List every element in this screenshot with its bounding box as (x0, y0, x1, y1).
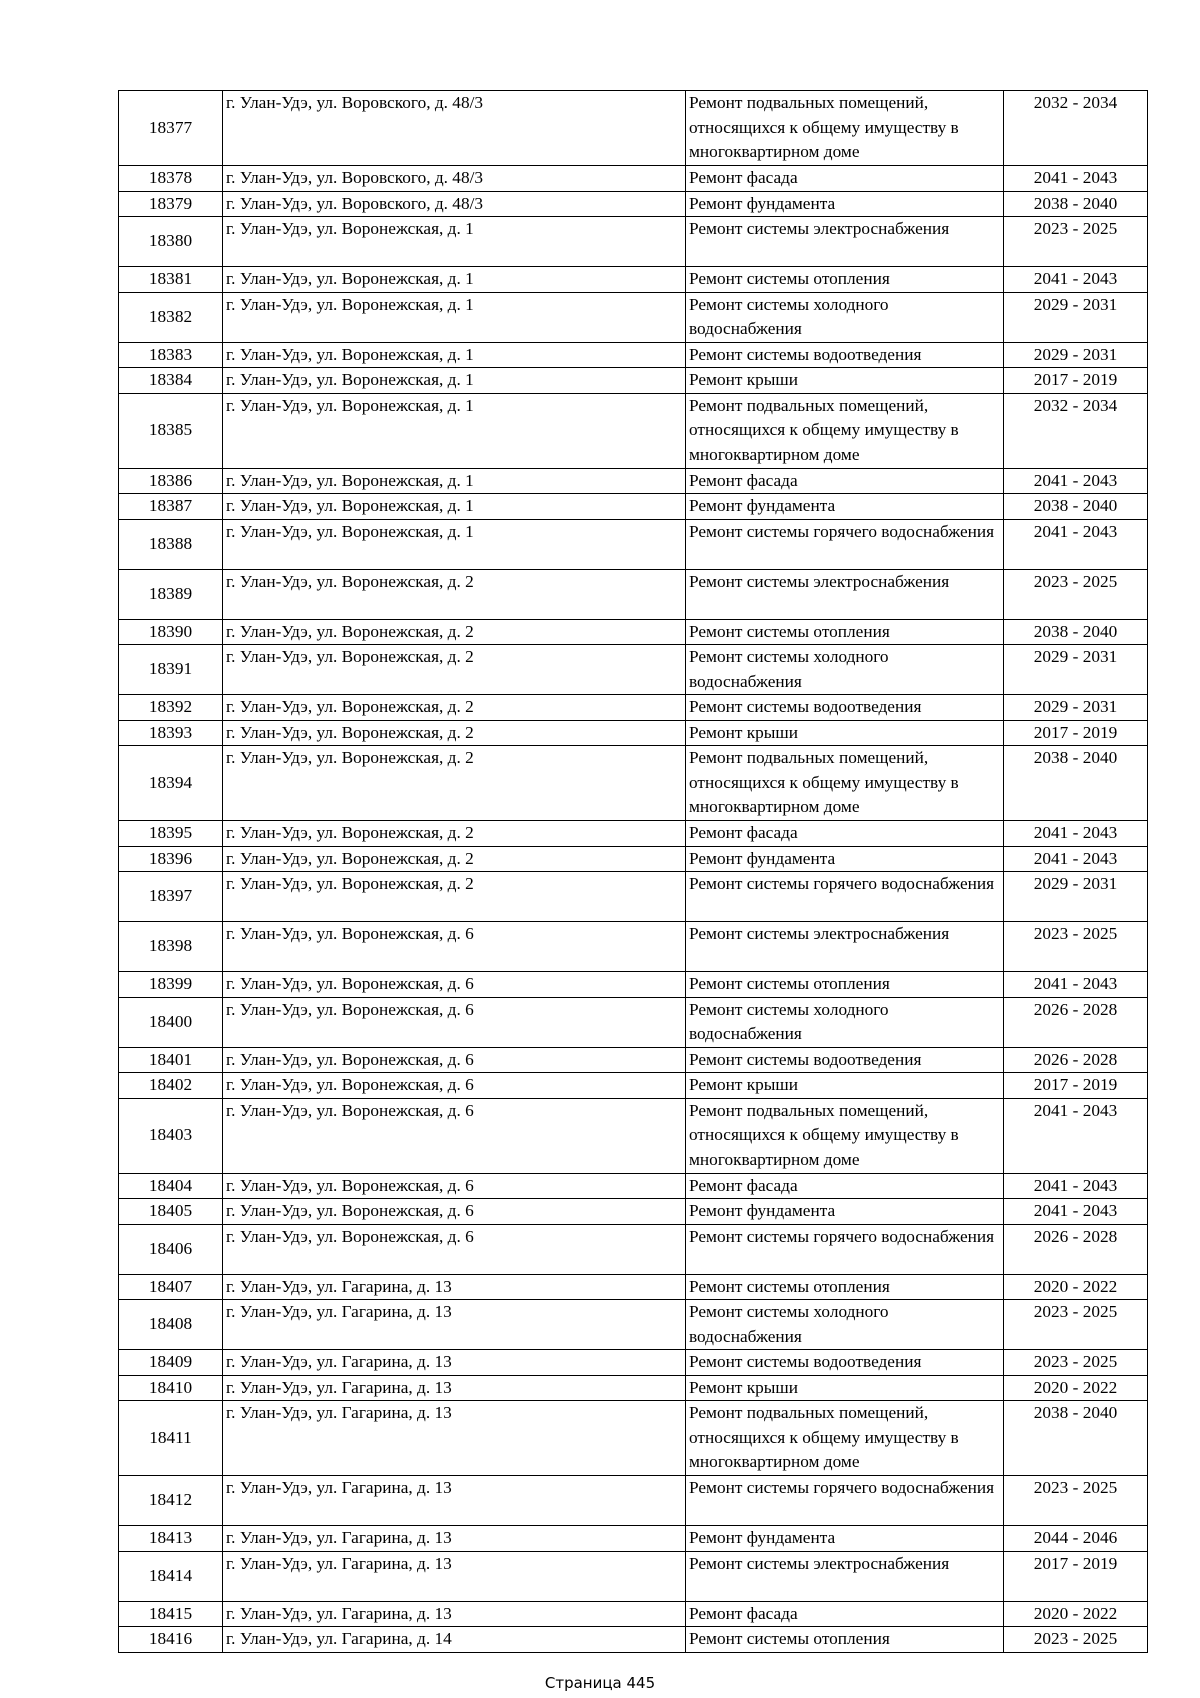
row-number-cell: 18406 (119, 1224, 223, 1274)
period-cell: 2017 - 2019 (1004, 720, 1148, 746)
address-cell: г. Улан-Удэ, ул. Воронежская, д. 1 (223, 217, 686, 267)
table-row (119, 1401, 1148, 1476)
table-row (119, 519, 1148, 569)
table-row (119, 1551, 1148, 1601)
works-table-body (119, 91, 1148, 1653)
work-type-cell: Ремонт системы отопления (686, 1274, 1004, 1300)
row-number-cell: 18384 (119, 368, 223, 394)
table-row (119, 1173, 1148, 1199)
period-cell: 2026 - 2028 (1004, 997, 1148, 1047)
period-cell: 2023 - 2025 (1004, 1627, 1148, 1653)
table-row (119, 393, 1148, 468)
work-type-cell: Ремонт фундамента (686, 1526, 1004, 1552)
row-number-cell: 18408 (119, 1300, 223, 1350)
period-cell: 2020 - 2022 (1004, 1274, 1148, 1300)
row-number-cell: 18380 (119, 217, 223, 267)
period-cell: 2029 - 2031 (1004, 292, 1148, 342)
work-type-cell: Ремонт системы водоотведения (686, 1350, 1004, 1376)
table-row (119, 1073, 1148, 1099)
table-row (119, 1300, 1148, 1350)
period-cell: 2041 - 2043 (1004, 821, 1148, 847)
table-row (119, 1526, 1148, 1552)
table-row (119, 368, 1148, 394)
row-number-cell: 18379 (119, 191, 223, 217)
table-row (119, 619, 1148, 645)
address-cell: г. Улан-Удэ, ул. Воронежская, д. 6 (223, 1173, 686, 1199)
work-type-cell: Ремонт крыши (686, 1073, 1004, 1099)
row-number-cell: 18415 (119, 1601, 223, 1627)
period-cell: 2023 - 2025 (1004, 1476, 1148, 1526)
row-number-cell: 18403 (119, 1098, 223, 1173)
table-row (119, 997, 1148, 1047)
table-row (119, 494, 1148, 520)
table-row (119, 1199, 1148, 1225)
address-cell: г. Улан-Удэ, ул. Воронежская, д. 2 (223, 720, 686, 746)
address-cell: г. Улан-Удэ, ул. Воронежская, д. 1 (223, 342, 686, 368)
row-number-cell: 18381 (119, 267, 223, 293)
period-cell: 2029 - 2031 (1004, 342, 1148, 368)
row-number-cell: 18390 (119, 619, 223, 645)
table-row (119, 645, 1148, 695)
table-row (119, 1274, 1148, 1300)
work-type-cell: Ремонт системы электроснабжения (686, 922, 1004, 972)
row-number-cell: 18410 (119, 1375, 223, 1401)
period-cell: 2038 - 2040 (1004, 746, 1148, 821)
period-cell: 2044 - 2046 (1004, 1526, 1148, 1552)
address-cell: г. Улан-Удэ, ул. Гагарина, д. 14 (223, 1627, 686, 1653)
row-number-cell: 18413 (119, 1526, 223, 1552)
table-row (119, 569, 1148, 619)
address-cell: г. Улан-Удэ, ул. Воронежская, д. 6 (223, 972, 686, 998)
table-row (119, 746, 1148, 821)
work-type-cell: Ремонт подвальных помещений, относящихся к общему имуществу в многоквартирном доме (686, 746, 1004, 821)
work-type-cell: Ремонт подвальных помещений, относящихся к общему имуществу в многоквартирном доме (686, 1401, 1004, 1476)
row-number-cell: 18398 (119, 922, 223, 972)
row-number-cell: 18392 (119, 695, 223, 721)
table-row (119, 292, 1148, 342)
row-number-cell: 18387 (119, 494, 223, 520)
table-row (119, 821, 1148, 847)
row-number-cell: 18388 (119, 519, 223, 569)
period-cell: 2023 - 2025 (1004, 1350, 1148, 1376)
address-cell: г. Улан-Удэ, ул. Воронежская, д. 6 (223, 1073, 686, 1099)
table-row (119, 1047, 1148, 1073)
row-number-cell: 18383 (119, 342, 223, 368)
period-cell: 2038 - 2040 (1004, 494, 1148, 520)
address-cell: г. Улан-Удэ, ул. Воронежская, д. 6 (223, 922, 686, 972)
row-number-cell: 18378 (119, 166, 223, 192)
address-cell: г. Улан-Удэ, ул. Воронежская, д. 1 (223, 292, 686, 342)
work-type-cell: Ремонт фасада (686, 1173, 1004, 1199)
row-number-cell: 18397 (119, 872, 223, 922)
period-cell: 2023 - 2025 (1004, 1300, 1148, 1350)
table-row (119, 1350, 1148, 1376)
work-type-cell: Ремонт системы холодного водоснабжения (686, 997, 1004, 1047)
row-number-cell: 18411 (119, 1401, 223, 1476)
work-type-cell: Ремонт системы горячего водоснабжения (686, 1476, 1004, 1526)
work-type-cell: Ремонт системы холодного водоснабжения (686, 1300, 1004, 1350)
work-type-cell: Ремонт фасада (686, 821, 1004, 847)
period-cell: 2020 - 2022 (1004, 1601, 1148, 1627)
period-cell: 2041 - 2043 (1004, 972, 1148, 998)
work-type-cell: Ремонт системы водоотведения (686, 695, 1004, 721)
work-type-cell: Ремонт системы электроснабжения (686, 1551, 1004, 1601)
address-cell: г. Улан-Удэ, ул. Воронежская, д. 2 (223, 821, 686, 847)
row-number-cell: 18393 (119, 720, 223, 746)
row-number-cell: 18401 (119, 1047, 223, 1073)
work-type-cell: Ремонт системы отопления (686, 1627, 1004, 1653)
period-cell: 2038 - 2040 (1004, 1401, 1148, 1476)
period-cell: 2029 - 2031 (1004, 695, 1148, 721)
period-cell: 2041 - 2043 (1004, 1199, 1148, 1225)
address-cell: г. Улан-Удэ, ул. Гагарина, д. 13 (223, 1375, 686, 1401)
table-row (119, 468, 1148, 494)
address-cell: г. Улан-Удэ, ул. Воронежская, д. 2 (223, 746, 686, 821)
work-type-cell: Ремонт системы водоотведения (686, 342, 1004, 368)
period-cell: 2017 - 2019 (1004, 368, 1148, 394)
works-table (118, 90, 1148, 1653)
table-row (119, 846, 1148, 872)
period-cell: 2017 - 2019 (1004, 1073, 1148, 1099)
row-number-cell: 18404 (119, 1173, 223, 1199)
row-number-cell: 18399 (119, 972, 223, 998)
row-number-cell: 18394 (119, 746, 223, 821)
period-cell: 2023 - 2025 (1004, 569, 1148, 619)
table-row (119, 1098, 1148, 1173)
period-cell: 2041 - 2043 (1004, 1098, 1148, 1173)
period-cell: 2023 - 2025 (1004, 922, 1148, 972)
row-number-cell: 18377 (119, 91, 223, 166)
row-number-cell: 18409 (119, 1350, 223, 1376)
row-number-cell: 18395 (119, 821, 223, 847)
period-cell: 2038 - 2040 (1004, 191, 1148, 217)
period-cell: 2041 - 2043 (1004, 267, 1148, 293)
table-row (119, 267, 1148, 293)
work-type-cell: Ремонт системы холодного водоснабжения (686, 292, 1004, 342)
work-type-cell: Ремонт фундамента (686, 494, 1004, 520)
work-type-cell: Ремонт подвальных помещений, относящихся к общему имуществу в многоквартирном доме (686, 91, 1004, 166)
page-number: Страница 445 (544, 1674, 656, 1692)
address-cell: г. Улан-Удэ, ул. Воронежская, д. 1 (223, 494, 686, 520)
work-type-cell: Ремонт фасада (686, 468, 1004, 494)
row-number-cell: 18396 (119, 846, 223, 872)
table-row (119, 91, 1148, 166)
table-row (119, 217, 1148, 267)
address-cell: г. Улан-Удэ, ул. Воронежская, д. 6 (223, 1224, 686, 1274)
row-number-cell: 18386 (119, 468, 223, 494)
row-number-cell: 18391 (119, 645, 223, 695)
row-number-cell: 18385 (119, 393, 223, 468)
address-cell: г. Улан-Удэ, ул. Гагарина, д. 13 (223, 1401, 686, 1476)
address-cell: г. Улан-Удэ, ул. Воронежская, д. 6 (223, 997, 686, 1047)
work-type-cell: Ремонт системы водоотведения (686, 1047, 1004, 1073)
period-cell: 2041 - 2043 (1004, 846, 1148, 872)
work-type-cell: Ремонт системы электроснабжения (686, 217, 1004, 267)
table-row (119, 1224, 1148, 1274)
address-cell: г. Улан-Удэ, ул. Воровского, д. 48/3 (223, 191, 686, 217)
period-cell: 2029 - 2031 (1004, 872, 1148, 922)
address-cell: г. Улан-Удэ, ул. Воронежская, д. 6 (223, 1047, 686, 1073)
work-type-cell: Ремонт системы отопления (686, 619, 1004, 645)
work-type-cell: Ремонт фасада (686, 1601, 1004, 1627)
period-cell: 2023 - 2025 (1004, 217, 1148, 267)
table-row (119, 922, 1148, 972)
period-cell: 2026 - 2028 (1004, 1224, 1148, 1274)
address-cell: г. Улан-Удэ, ул. Воронежская, д. 2 (223, 619, 686, 645)
period-cell: 2026 - 2028 (1004, 1047, 1148, 1073)
row-number-cell: 18402 (119, 1073, 223, 1099)
row-number-cell: 18414 (119, 1551, 223, 1601)
work-type-cell: Ремонт фундамента (686, 1199, 1004, 1225)
address-cell: г. Улан-Удэ, ул. Воронежская, д. 1 (223, 368, 686, 394)
table-row (119, 166, 1148, 192)
address-cell: г. Улан-Удэ, ул. Гагарина, д. 13 (223, 1551, 686, 1601)
address-cell: г. Улан-Удэ, ул. Воронежская, д. 1 (223, 267, 686, 293)
table-row (119, 342, 1148, 368)
row-number-cell: 18389 (119, 569, 223, 619)
period-cell: 2041 - 2043 (1004, 1173, 1148, 1199)
address-cell: г. Улан-Удэ, ул. Гагарина, д. 13 (223, 1526, 686, 1552)
work-type-cell: Ремонт системы электроснабжения (686, 569, 1004, 619)
row-number-cell: 18400 (119, 997, 223, 1047)
row-number-cell: 18407 (119, 1274, 223, 1300)
address-cell: г. Улан-Удэ, ул. Гагарина, д. 13 (223, 1601, 686, 1627)
work-type-cell: Ремонт системы холодного водоснабжения (686, 645, 1004, 695)
period-cell: 2017 - 2019 (1004, 1551, 1148, 1601)
work-type-cell: Ремонт крыши (686, 1375, 1004, 1401)
address-cell: г. Улан-Удэ, ул. Воронежская, д. 6 (223, 1199, 686, 1225)
work-type-cell: Ремонт системы отопления (686, 267, 1004, 293)
table-row (119, 1476, 1148, 1526)
address-cell: г. Улан-Удэ, ул. Воронежская, д. 2 (223, 872, 686, 922)
work-type-cell: Ремонт фасада (686, 166, 1004, 192)
row-number-cell: 18416 (119, 1627, 223, 1653)
period-cell: 2020 - 2022 (1004, 1375, 1148, 1401)
period-cell: 2041 - 2043 (1004, 519, 1148, 569)
work-type-cell: Ремонт подвальных помещений, относящихся к общему имуществу в многоквартирном доме (686, 1098, 1004, 1173)
row-number-cell: 18405 (119, 1199, 223, 1225)
period-cell: 2038 - 2040 (1004, 619, 1148, 645)
address-cell: г. Улан-Удэ, ул. Воронежская, д. 1 (223, 468, 686, 494)
address-cell: г. Улан-Удэ, ул. Воронежская, д. 2 (223, 846, 686, 872)
table-row (119, 1375, 1148, 1401)
address-cell: г. Улан-Удэ, ул. Воронежская, д. 1 (223, 519, 686, 569)
address-cell: г. Улан-Удэ, ул. Воронежская, д. 2 (223, 569, 686, 619)
row-number-cell: 18412 (119, 1476, 223, 1526)
address-cell: г. Улан-Удэ, ул. Воронежская, д. 2 (223, 695, 686, 721)
table-row (119, 1627, 1148, 1653)
work-type-cell: Ремонт крыши (686, 368, 1004, 394)
period-cell: 2041 - 2043 (1004, 468, 1148, 494)
address-cell: г. Улан-Удэ, ул. Гагарина, д. 13 (223, 1476, 686, 1526)
work-type-cell: Ремонт системы горячего водоснабжения (686, 519, 1004, 569)
table-row (119, 695, 1148, 721)
work-type-cell: Ремонт системы отопления (686, 972, 1004, 998)
address-cell: г. Улан-Удэ, ул. Гагарина, д. 13 (223, 1300, 686, 1350)
address-cell: г. Улан-Удэ, ул. Воронежская, д. 2 (223, 645, 686, 695)
address-cell: г. Улан-Удэ, ул. Воровского, д. 48/3 (223, 166, 686, 192)
address-cell: г. Улан-Удэ, ул. Воровского, д. 48/3 (223, 91, 686, 166)
work-type-cell: Ремонт фундамента (686, 846, 1004, 872)
table-row (119, 872, 1148, 922)
table-row (119, 191, 1148, 217)
period-cell: 2029 - 2031 (1004, 645, 1148, 695)
row-number-cell: 18382 (119, 292, 223, 342)
work-type-cell: Ремонт системы горячего водоснабжения (686, 1224, 1004, 1274)
work-type-cell: Ремонт крыши (686, 720, 1004, 746)
period-cell: 2032 - 2034 (1004, 393, 1148, 468)
address-cell: г. Улан-Удэ, ул. Гагарина, д. 13 (223, 1274, 686, 1300)
table-row (119, 972, 1148, 998)
work-type-cell: Ремонт фундамента (686, 191, 1004, 217)
table-row (119, 1601, 1148, 1627)
address-cell: г. Улан-Удэ, ул. Воронежская, д. 6 (223, 1098, 686, 1173)
work-type-cell: Ремонт подвальных помещений, относящихся к общему имуществу в многоквартирном доме (686, 393, 1004, 468)
address-cell: г. Улан-Удэ, ул. Гагарина, д. 13 (223, 1350, 686, 1376)
table-row (119, 720, 1148, 746)
work-type-cell: Ремонт системы горячего водоснабжения (686, 872, 1004, 922)
period-cell: 2041 - 2043 (1004, 166, 1148, 192)
period-cell: 2032 - 2034 (1004, 91, 1148, 166)
address-cell: г. Улан-Удэ, ул. Воронежская, д. 1 (223, 393, 686, 468)
